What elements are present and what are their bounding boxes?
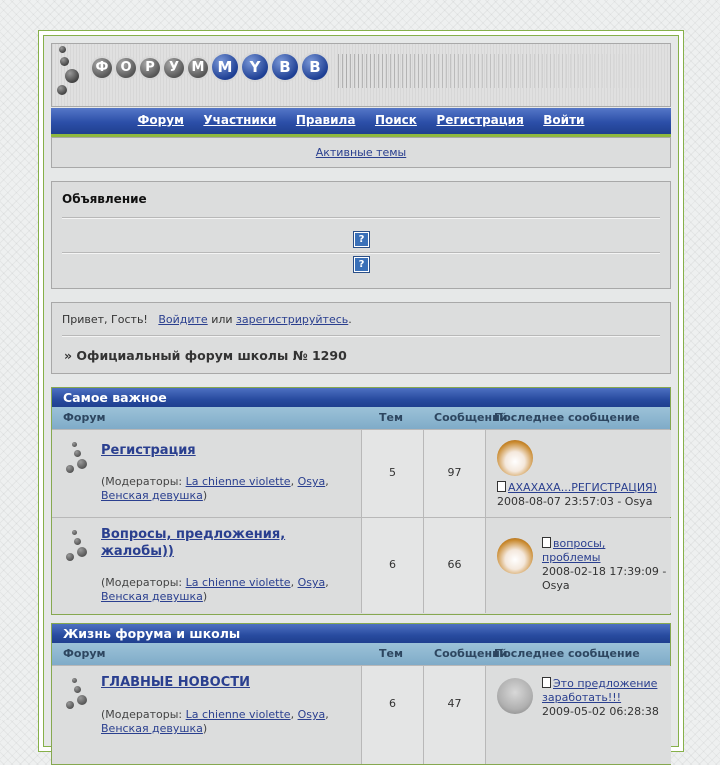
moderator-link[interactable]: Венская девушка xyxy=(101,590,203,603)
col-posts: Сообщений xyxy=(434,411,508,424)
moderator-link[interactable]: Osya xyxy=(297,576,326,589)
column-header xyxy=(52,407,670,429)
page-inner xyxy=(43,35,679,747)
forum-dots-icon xyxy=(62,678,88,710)
document-icon xyxy=(542,677,551,688)
greeting-suffix: . xyxy=(348,313,352,326)
col-last: Последнее сообщение xyxy=(494,647,640,660)
forum-row xyxy=(52,429,670,517)
category-block xyxy=(51,623,671,765)
document-icon xyxy=(497,481,506,492)
last-post xyxy=(542,537,667,593)
divider xyxy=(62,217,660,219)
forum-row xyxy=(52,665,670,764)
avatar[interactable] xyxy=(497,678,533,714)
forum-row xyxy=(52,517,670,613)
greeting-box xyxy=(51,302,671,374)
announcement-title: Объявление xyxy=(62,192,147,206)
moderator-link[interactable]: Osya xyxy=(297,475,326,488)
forum-dots-icon xyxy=(62,442,88,474)
avatar[interactable] xyxy=(497,440,533,476)
last-post-link[interactable]: Это предложение заработать!!! xyxy=(542,677,658,704)
col-forum: Форум xyxy=(63,411,106,424)
nav-login[interactable]: Войти xyxy=(543,113,585,127)
logo-letter: О xyxy=(116,58,136,78)
register-link[interactable]: зарегистрируйтесь xyxy=(236,313,349,326)
col-last: Последнее сообщение xyxy=(494,411,640,424)
topics-count: 6 xyxy=(389,697,396,710)
posts-count: 66 xyxy=(447,558,462,571)
topics-count: 5 xyxy=(389,466,396,479)
greeting-text: Привет, Гость! xyxy=(62,313,148,326)
column-header xyxy=(52,643,670,665)
last-post-link[interactable]: вопросы, проблемы xyxy=(542,537,606,564)
col-topics: Тем xyxy=(379,411,403,424)
last-post xyxy=(497,481,667,509)
moderator-link[interactable]: La chienne violette xyxy=(185,708,291,721)
moderators: (Модераторы: La chienne violette, Osya, Венская девушка) xyxy=(101,475,329,502)
divider xyxy=(62,252,660,254)
announcement-box xyxy=(51,181,671,289)
divider xyxy=(62,335,660,337)
moderator-link[interactable]: Osya xyxy=(297,708,326,721)
nav-forum[interactable]: Форум xyxy=(137,113,184,127)
nav-register[interactable]: Регистрация xyxy=(436,113,524,127)
greeting-line xyxy=(62,313,352,326)
login-link[interactable]: Войдите xyxy=(158,313,208,326)
nav-members[interactable]: Участники xyxy=(203,113,277,127)
posts-count: 97 xyxy=(447,466,462,479)
logo-letter: У xyxy=(164,58,184,78)
moderator-link[interactable]: Венская девушка xyxy=(101,722,203,735)
main-nav xyxy=(51,108,671,139)
last-post-time: 2008-08-07 23:57:03 - Osya xyxy=(497,495,653,508)
page-frame xyxy=(38,30,684,752)
forum-link-questions[interactable]: Вопросы, предложения, жалобы)) xyxy=(101,527,286,559)
document-icon xyxy=(542,537,551,548)
topics-count: 6 xyxy=(389,558,396,571)
category-title[interactable]: Жизнь форума и школы xyxy=(52,624,670,643)
moderator-link[interactable]: La chienne violette xyxy=(185,475,291,488)
forum-logo[interactable] xyxy=(90,54,330,84)
forum-link-news[interactable]: ГЛАВНЫЕ НОВОСТИ xyxy=(101,675,250,690)
forum-link-registration[interactable]: Регистрация xyxy=(101,443,196,458)
avatar[interactable] xyxy=(497,538,533,574)
moderators: (Модераторы: La chienne violette, Osya, Венская девушка) xyxy=(101,708,329,735)
forum-dots-icon xyxy=(62,530,88,562)
forum-header xyxy=(51,43,671,107)
question-icon[interactable]: ? xyxy=(354,232,369,247)
moderators: (Модераторы: La chienne violette, Osya, Венская девушка) xyxy=(101,576,329,603)
logo-letter: Y xyxy=(242,54,268,80)
logo-letter: Р xyxy=(140,58,160,78)
greeting-or: или xyxy=(211,313,233,326)
posts-count: 47 xyxy=(447,697,462,710)
last-post-link[interactable]: АХАХАХА...РЕГИСТРАЦИЯ) xyxy=(508,481,657,494)
active-topics-bar xyxy=(51,137,671,168)
col-forum: Форум xyxy=(63,647,106,660)
logo-letter: М xyxy=(188,58,208,78)
question-icon[interactable]: ? xyxy=(354,257,369,272)
active-topics-link[interactable]: Активные темы xyxy=(315,146,407,159)
moderator-link[interactable]: Венская девушка xyxy=(101,489,203,502)
col-topics: Тем xyxy=(379,647,403,660)
col-posts: Сообщений xyxy=(434,647,508,660)
last-post-time: 2008-02-18 17:39:09 - Osya xyxy=(542,565,667,592)
category-block xyxy=(51,387,671,615)
logo-lines-decoration xyxy=(338,54,658,88)
logo-letter: B xyxy=(302,54,328,80)
forum-title: » Официальный форум школы № 1290 xyxy=(64,348,347,363)
category-title[interactable]: Самое важное xyxy=(52,388,670,407)
last-post xyxy=(542,677,667,719)
moderator-link[interactable]: La chienne violette xyxy=(185,576,291,589)
nav-search[interactable]: Поиск xyxy=(374,113,417,127)
last-post-time: 2009-05-02 06:28:38 xyxy=(542,705,659,718)
logo-letter: B xyxy=(272,54,298,80)
logo-letter: Ф xyxy=(92,58,112,78)
nav-rules[interactable]: Правила xyxy=(295,113,356,127)
logo-letter: M xyxy=(212,54,238,80)
